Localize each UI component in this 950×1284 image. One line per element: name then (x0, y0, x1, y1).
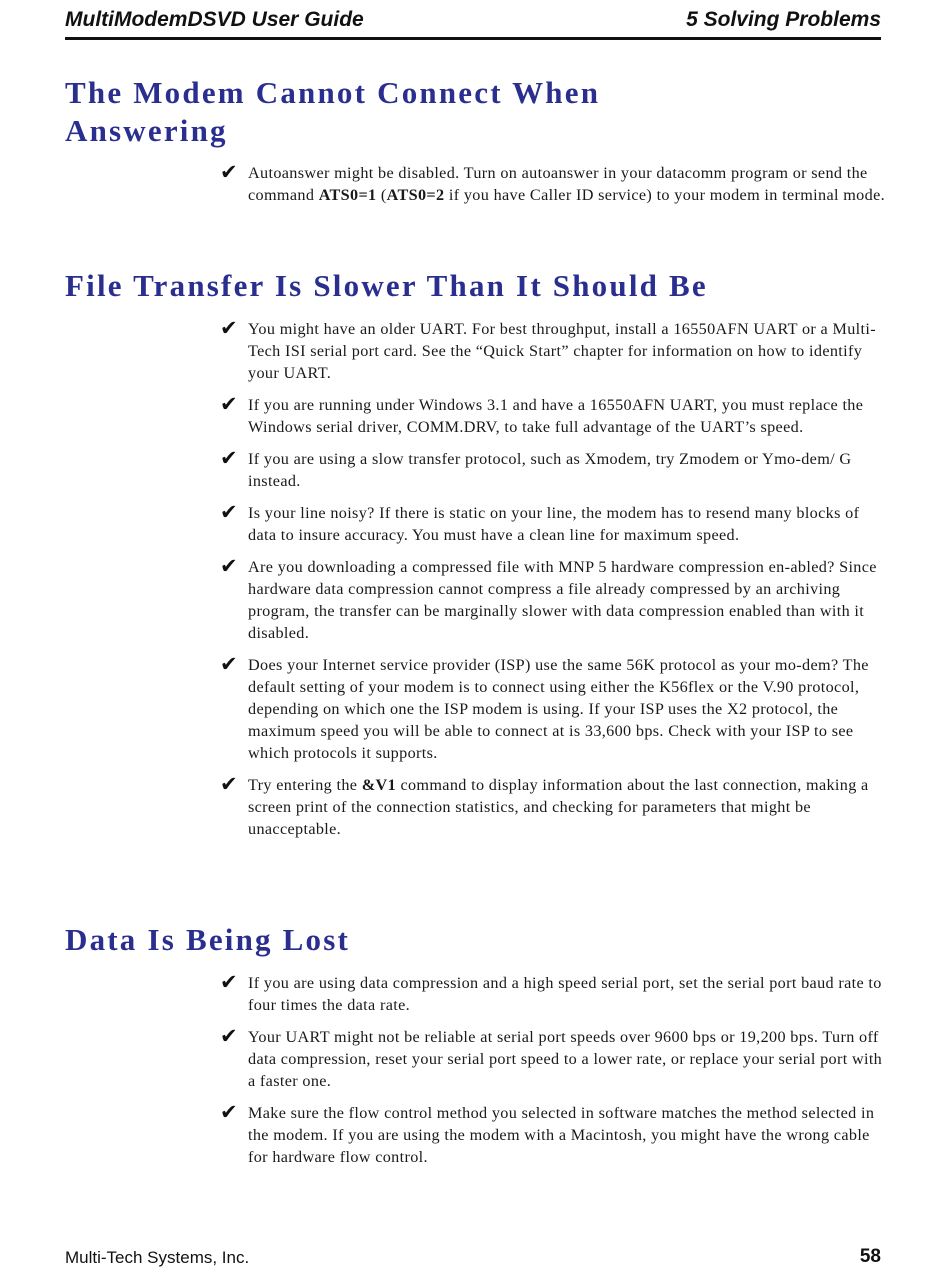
item-text: Autoanswer might be disabled. Turn on autoanswer in your datacomm program or send the command (248, 164, 868, 204)
list-item (220, 502, 885, 546)
page-number: 58 (859, 1246, 881, 1267)
command-text: ATS0=2 (386, 186, 445, 204)
section-heading-data-lost: Data Is Being Lost (65, 922, 351, 957)
list-item (220, 774, 885, 840)
section-list-file-transfer (220, 318, 885, 850)
checkmark-icon: ✔ (220, 446, 238, 470)
item-text: Are you downloading a compressed file with MNP 5 hardware compression en-abled? Since hardware data compression cannot compress a file already compressed by an archiving program, the transfer can be marginally slower with data compression enabled than with it disabled. (248, 558, 877, 642)
heading-line: The Modem Cannot Connect When (65, 75, 601, 110)
item-text: ( (376, 186, 387, 204)
item-text: command to display information about the last connection, making a screen print of the connection statistics, and checking for parameters that might be unacceptable. (248, 776, 869, 838)
checkmark-icon: ✔ (220, 160, 238, 184)
command-text: &V1 (361, 776, 397, 794)
list-item (220, 448, 885, 492)
item-text: Is your line noisy? If there is static on your line, the modem has to resend many blocks of data to insure accuracy. You must have a clean line for maximum speed. (248, 504, 860, 544)
item-text: if you have Caller ID service) to your modem in terminal mode. (444, 186, 886, 204)
footer-company: Multi-Tech Systems, Inc. (65, 1248, 250, 1267)
header-divider (65, 37, 881, 40)
item-text: Make sure the flow control method you selected in software matches the method selected in the modem. If you are using the modem with a Macintosh, you might have the wrong cable for hardware flow control. (248, 1104, 875, 1166)
item-text: If you are using data compression and a high speed serial port, set the serial port baud rate to four times the data rate. (248, 974, 882, 1014)
chapter-title: 5 Solving Problems (686, 8, 881, 31)
item-text: You might have an older UART. For best throughput, install a 16550AFN UART or a Multi-Tech ISI serial port card. See the “Quick Start” chapter for information on how to identify your UART. (248, 320, 876, 382)
checkmark-icon: ✔ (220, 652, 238, 676)
checkmark-icon: ✔ (220, 772, 238, 796)
checkmark-icon: ✔ (220, 316, 238, 340)
list-item (220, 972, 885, 1016)
item-text: Does your Internet service provider (ISP) use the same 56K protocol as your mo-dem? The default setting of your modem is to connect using either the K56flex or the V.90 protocol, depending on which one the ISP modem is using. If your ISP uses the X2 protocol, the maximum speed you will be able to connect at is 33,600 bps. Check with your ISP to see which protocols it supports. (248, 656, 869, 762)
guide-title: MultiModemDSVD User Guide (65, 8, 364, 31)
list-item (220, 394, 885, 438)
list-item (220, 318, 885, 384)
item-text: Try entering the (248, 776, 362, 794)
list-item (220, 556, 885, 644)
page-header (65, 8, 881, 36)
section-list-cannot-connect (220, 162, 885, 216)
checkmark-icon: ✔ (220, 554, 238, 578)
checkmark-icon: ✔ (220, 1024, 238, 1048)
checkmark-icon: ✔ (220, 970, 238, 994)
item-text: If you are running under Windows 3.1 and have a 16550AFN UART, you must replace the Windows serial driver, COMM.DRV, to take full advantage of the UART’s speed. (248, 396, 864, 436)
item-text: If you are using a slow transfer protocol, such as Xmodem, try Zmodem or Ymo-dem/ G instead. (248, 450, 852, 490)
list-item (220, 1026, 885, 1092)
checkmark-icon: ✔ (220, 1100, 238, 1124)
section-list-data-lost (220, 972, 885, 1178)
command-text: ATS0=1 (318, 186, 377, 204)
section-heading-file-transfer: File Transfer Is Slower Than It Should Be (65, 268, 708, 303)
list-item (220, 1102, 885, 1168)
list-item (220, 654, 885, 764)
heading-line: Answering (65, 113, 228, 148)
checkmark-icon: ✔ (220, 500, 238, 524)
list-item (220, 162, 885, 206)
section-heading-cannot-connect (65, 74, 600, 150)
item-text: Your UART might not be reliable at serial port speeds over 9600 bps or 19,200 bps. Turn off data compression, reset your serial port speed to a lower rate, or replace your serial port with a faster one. (248, 1028, 883, 1090)
checkmark-icon: ✔ (220, 392, 238, 416)
